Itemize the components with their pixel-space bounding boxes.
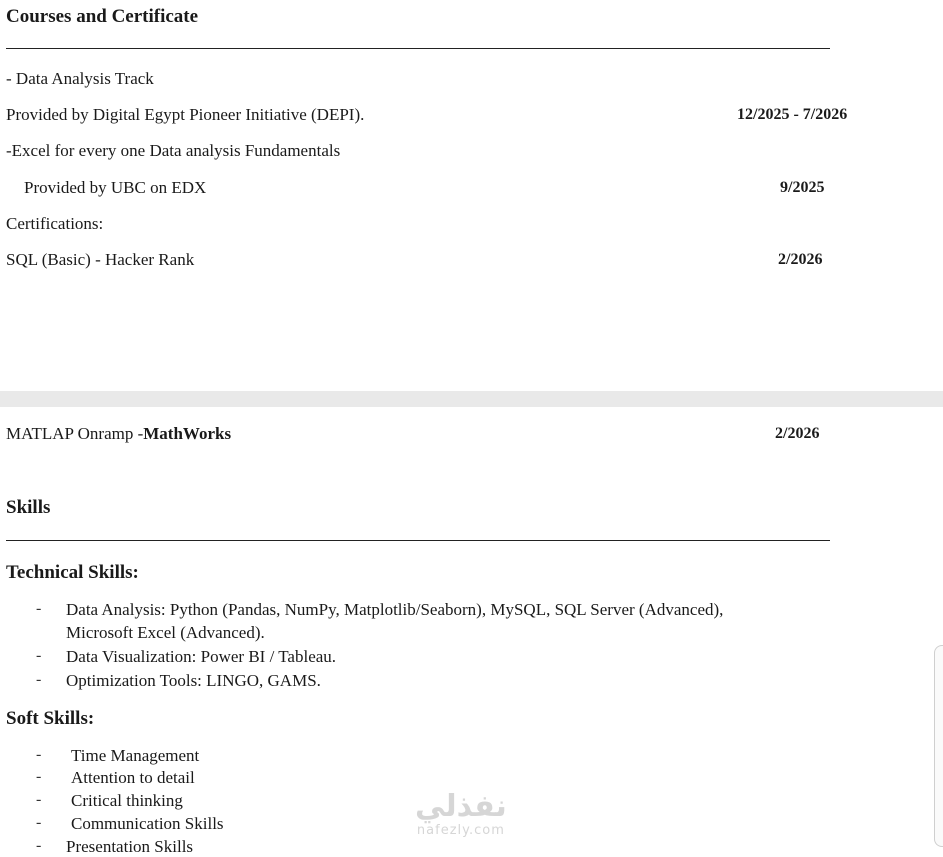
technical-skill-item: Optimization Tools: LINGO, GAMS.	[66, 671, 321, 690]
watermark-arabic: نفذلي	[415, 789, 507, 824]
depi-provider: Provided by Digital Egypt Pioneer Initiative (DEPI).	[6, 105, 365, 124]
data-analysis-track: - Data Analysis Track	[6, 69, 154, 88]
matlab-cert-org: MathWorks	[143, 424, 232, 443]
watermark-latin: nafezly.com	[416, 823, 505, 838]
side-panel-handle[interactable]	[934, 645, 943, 847]
edx-provider: Provided by UBC on EDX	[24, 178, 207, 197]
technical-skill-item: Data Visualization: Power BI / Tableau.	[66, 647, 337, 666]
soft-skill-item: Presentation Skills	[66, 837, 194, 856]
skills-heading: Skills	[6, 497, 51, 518]
matlab-date: 2/2026	[775, 425, 820, 442]
certifications-label: Certifications:	[6, 214, 104, 233]
nafezly-watermark	[415, 790, 507, 838]
soft-skill-item: Attention to detail	[71, 768, 195, 787]
bullet-dash: -	[36, 600, 42, 617]
section-divider	[6, 540, 830, 541]
soft-skill-item: Communication Skills	[71, 814, 224, 833]
sql-certificate: SQL (Basic) - Hacker Rank	[6, 250, 195, 269]
bullet-dash: -	[36, 837, 42, 854]
bullet-dash: -	[36, 768, 42, 785]
bullet-dash: -	[36, 814, 42, 831]
sql-date: 2/2026	[778, 251, 823, 268]
courses-heading: Courses and Certificate	[6, 6, 199, 27]
soft-skills-heading: Soft Skills:	[6, 708, 95, 729]
technical-skills-heading: Technical Skills:	[6, 562, 139, 583]
matlab-certificate	[6, 424, 231, 444]
bullet-dash: -	[36, 791, 42, 808]
page-break	[0, 391, 943, 407]
excel-course: -Excel for every one Data analysis Fundamentals	[6, 141, 341, 160]
bullet-dash: -	[36, 671, 42, 688]
bullet-dash: -	[36, 647, 42, 664]
section-divider	[6, 48, 830, 49]
edx-date: 9/2025	[780, 179, 825, 196]
soft-skill-item: Critical thinking	[71, 791, 183, 810]
technical-skill-item: Data Analysis: Python (Pandas, NumPy, Matplotlib/Seaborn), MySQL, SQL Server (Advanced),	[66, 600, 724, 619]
bullet-dash: -	[36, 746, 42, 763]
depi-date: 12/2025 - 7/2026	[737, 106, 848, 123]
soft-skill-item: Time Management	[71, 746, 200, 765]
matlab-cert-prefix: MATLAP Onramp -	[6, 424, 144, 443]
technical-skill-item-continued: Microsoft Excel (Advanced).	[66, 623, 265, 642]
